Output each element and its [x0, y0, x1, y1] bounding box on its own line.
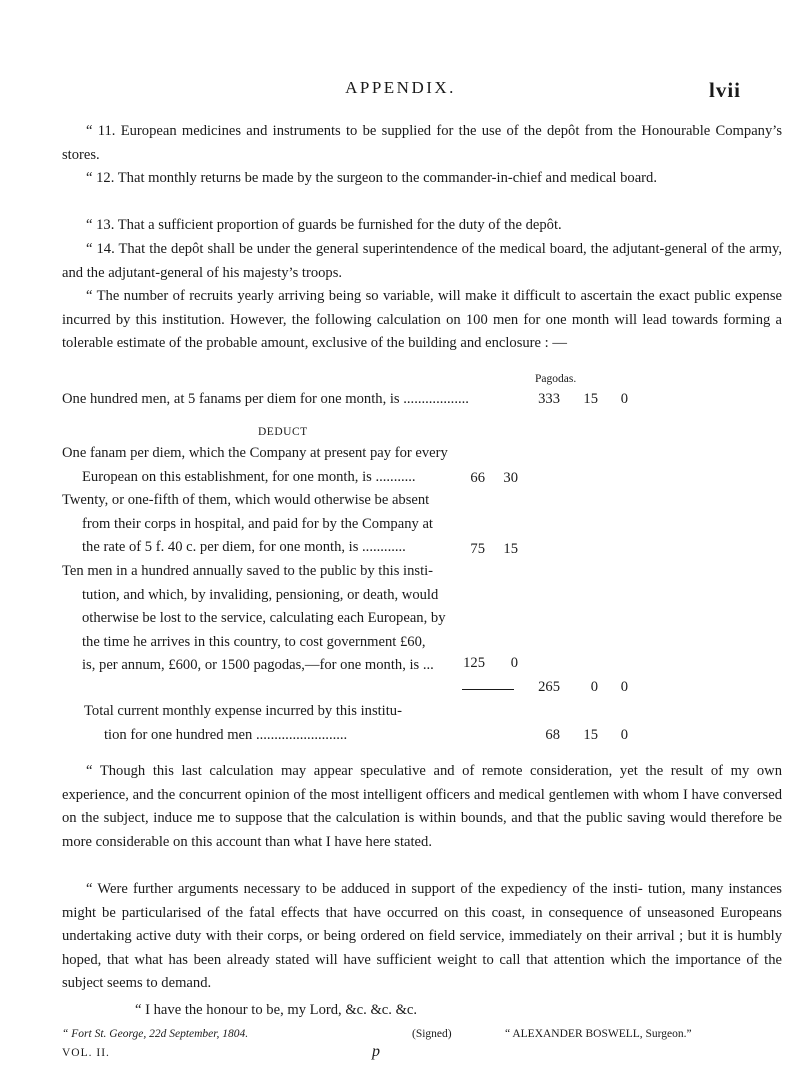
signoff: “ I have the honour to be, my Lord, &c. &c. &c.: [135, 1002, 418, 1018]
paragraph-item-11: “ 11. European medicines and instruments to be supplied for the use of the depôt from the Honourable Company’s stores.: [62, 123, 782, 163]
paragraph-item-13: “ 13. That a sufficient proportion of guards be furnished for the duty of the depôt.: [86, 217, 562, 233]
total-label: [84, 700, 402, 747]
deduct-item-2: [62, 489, 433, 560]
paragraph-further-arguments: “ Were further arguments necessary to be adduced in support of the expediency of the insti- tution, many instances might be particularised of the fatal effects that have occurred on this coast, in consequence of unseasoned Europeans undertaking active duty with their corps, or being ordered on field service, immediately on their arrival ; but it is humbly hoped, that what has been already stated will have sufficient weight to call that attention which the importance of the subject seems to demand.: [62, 881, 782, 991]
subtotal-pagodas: 265: [538, 679, 560, 695]
paragraph-calculation: “ Though this last calculation may appear speculative and of remote consideration, yet the result of my own experience, and the concurrent opinion of the most intelligent officers and medical gentlemen with whom I have conversed on the subject, induce me to suppose that the calculation is within bounds, and that the public saving would therefore be more considerable on this account than what I have here stated.: [62, 763, 782, 850]
deduct-label: DEDUCT: [258, 426, 308, 438]
subtotal-fanams: 0: [590, 679, 598, 695]
currency-label: Pagodas.: [535, 373, 577, 385]
first-line-cash: 0: [620, 391, 628, 407]
deduct-item-1-line-1: One fanam per diem, which the Company at present pay for every: [62, 445, 448, 461]
subtotal-rule: [462, 689, 514, 690]
page-number: lvii: [708, 78, 741, 102]
signatory: “ ALEXANDER BOSWELL, Surgeon.”: [505, 1028, 692, 1040]
deduct-item-3-line-1: Ten men in a hundred annually saved to the public by this insti-: [62, 563, 434, 579]
deduct-item-2-line-3: the rate of 5 f. 40 c. per diem, for one month, is ............: [82, 539, 406, 555]
total-pagodas: 68: [545, 727, 560, 743]
volume-label: VOL. II.: [62, 1047, 110, 1059]
first-line-fanams: 15: [583, 391, 598, 407]
deduct-item-3-line-4: the time he arrives in this country, to cost government £60,: [82, 633, 426, 650]
deduct-item-3-fanams: 0: [510, 655, 518, 671]
paragraph-recruits: “ The number of recruits yearly arriving being so variable, will make it difficult to ascertain the exact public expense incurred by this institution. However, the following calculation on 100 men for one month will lead towards forming a tolerable estimate of the probable amount, exclusive of the building and enclosure : —: [62, 288, 782, 351]
place-date: “ Fort St. George, 22d September, 1804.: [62, 1028, 249, 1040]
deduct-item-1-fanams: 30: [503, 470, 518, 486]
page-header: [0, 78, 801, 108]
signed-label: (Signed): [412, 1028, 452, 1040]
deduct-item-2-line-1: Twenty, or one-fifth of them, which would otherwise be absent: [62, 492, 430, 508]
deduct-item-2-line-2: from their corps in hospital, and paid for by the Company at: [82, 515, 433, 532]
running-title: APPENDIX.: [345, 78, 456, 97]
total-cash: 0: [620, 727, 628, 743]
deduct-item-3-line-3: otherwise be lost to the service, calculating each European, by: [82, 610, 446, 626]
first-line-text: One hundred men, at 5 fanams per diem for one month, is ..................: [62, 391, 469, 407]
subtotal-cash: 0: [620, 679, 628, 695]
deduct-item-2-pagodas: 75: [470, 541, 485, 557]
total-line-2: tion for one hundred men .........................: [104, 726, 348, 743]
paragraph-item-14: “ 14. That the depôt shall be under the general superintendence of the medical board, the adjutant-general of the army, and the adjutant-general of his majesty’s troops.: [62, 241, 782, 281]
deduct-item-1-pagodas: 66: [470, 470, 485, 486]
deduct-item-1: [62, 442, 448, 489]
total-line-1: Total current monthly expense incurred by this institu-: [84, 703, 402, 719]
deduct-item-2-fanams: 15: [503, 541, 518, 557]
signature-mark: p: [372, 1043, 380, 1060]
deduct-item-1-line-2: European on this establishment, for one month, is ...........: [82, 468, 416, 485]
paragraph-item-12: “ 12. That monthly returns be made by the surgeon to the commander-in-chief and medical board.: [86, 170, 657, 186]
deduct-item-3-pagodas: 125: [463, 655, 485, 671]
deduct-item-3-line-2: tution, and which, by invaliding, pensioning, or death, would: [82, 586, 439, 603]
deduct-item-3-line-5: is, per annum, £600, or 1500 pagodas,—for one month, is ...: [82, 657, 434, 673]
total-fanams: 15: [583, 727, 598, 743]
deduct-item-3: [62, 560, 446, 678]
first-line-pagodas: 333: [538, 391, 560, 407]
